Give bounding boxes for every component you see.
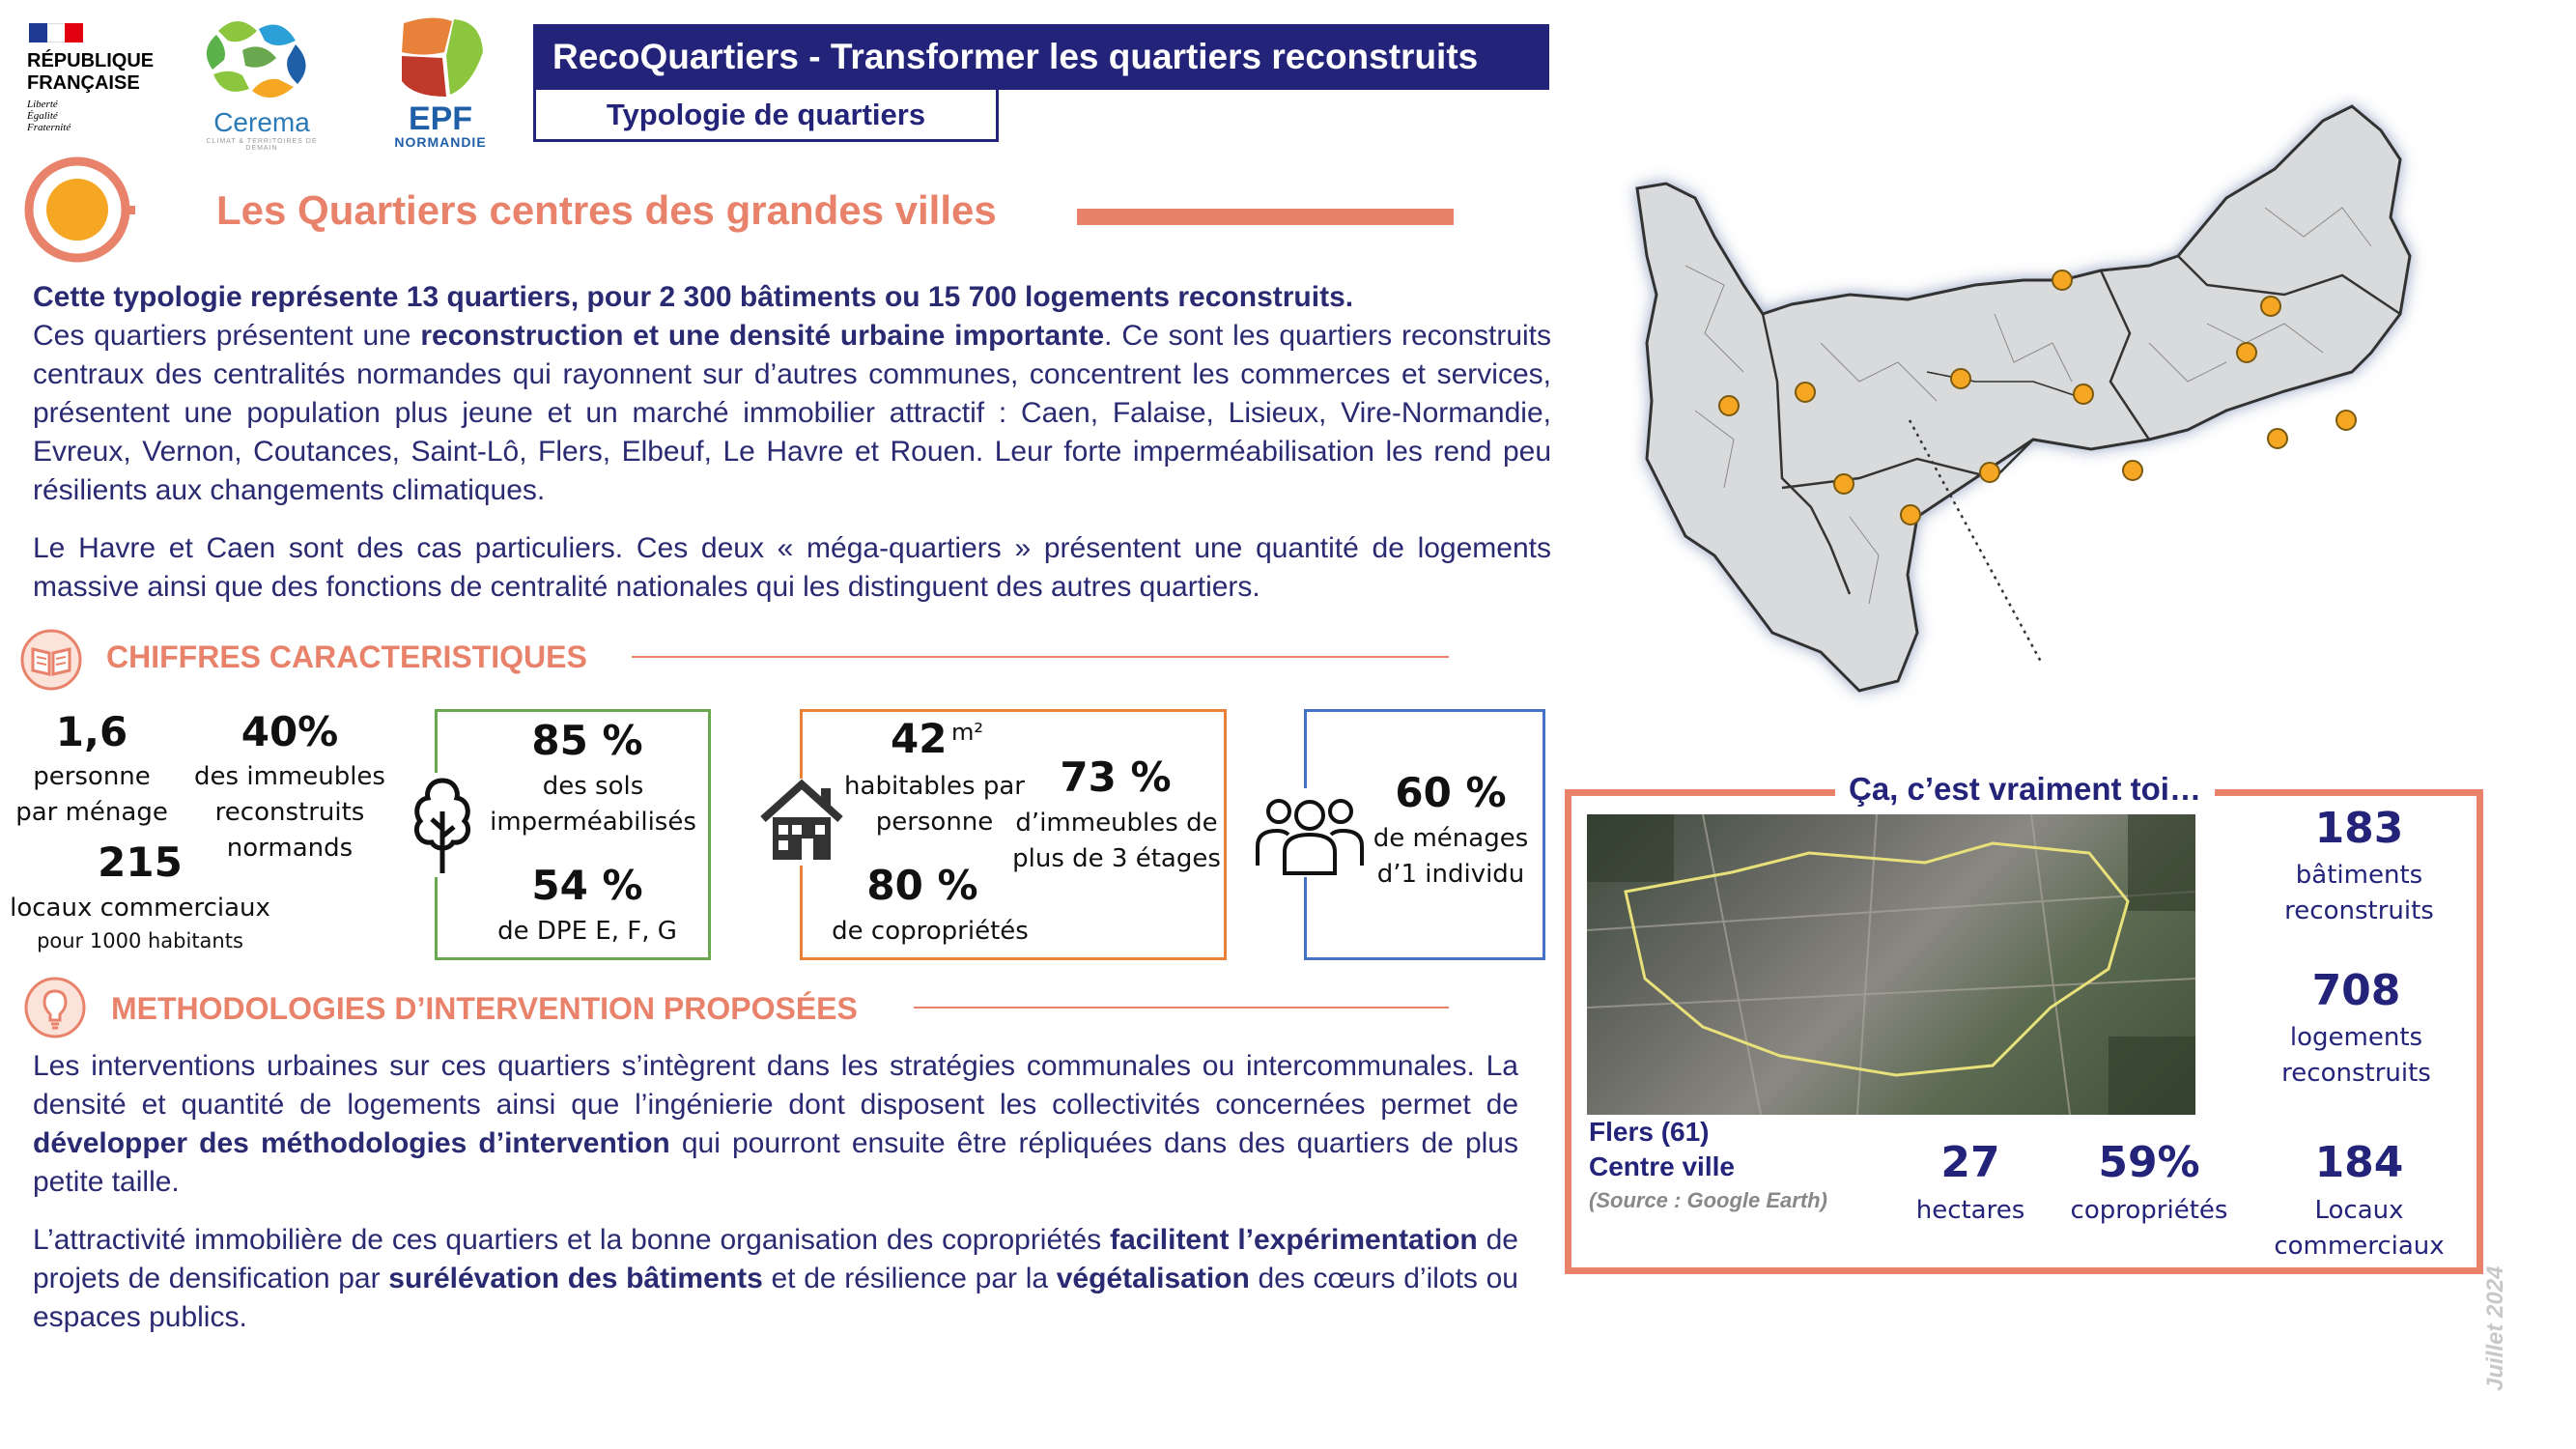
quartier-marker	[1796, 383, 1815, 402]
cerema-tagline: CLIMAT & TERRITOIRES DE DEMAIN	[206, 138, 318, 152]
methodo-divider	[914, 1007, 1449, 1009]
kpi-copro-value: 59%	[2098, 1138, 2200, 1187]
kpi-batiments-label: bâtiments reconstruits	[2284, 861, 2434, 925]
stat-persons-label: personne par ménage	[15, 762, 168, 827]
stat-immeubles-value: 40%	[241, 708, 339, 755]
chiffres-heading: CHIFFRES CARACTERISTIQUES	[106, 639, 587, 674]
quartier-marker	[1980, 463, 1999, 482]
methodo-text	[33, 1047, 1518, 1337]
epf-logo	[377, 14, 504, 150]
stat-menages-value: 60 %	[1395, 769, 1507, 816]
quartier-marker	[2336, 411, 2356, 430]
example-place: Flers (61)	[1589, 1117, 1710, 1147]
intro-text	[33, 278, 1551, 607]
title-underline	[1077, 209, 1454, 225]
stat-locaux-sublabel: pour 1000 habitants	[37, 929, 243, 952]
quartier-marker	[1901, 505, 1920, 525]
cerema-logo	[189, 12, 334, 152]
devise-fraternite: Fraternité	[27, 122, 71, 133]
example-source: (Source : Google Earth)	[1589, 1188, 1827, 1212]
chiffres-divider	[632, 656, 1449, 658]
stat-dpe-label: de DPE E, F, G	[497, 917, 677, 946]
republique-logo	[27, 23, 172, 149]
normandy-map	[1608, 92, 2574, 758]
epf-sub: NORMANDIE	[394, 134, 487, 150]
house-icon	[757, 779, 846, 866]
kpi-locaux-label: Locaux commerciaux	[2274, 1196, 2445, 1261]
aerial-photo-overlay	[1587, 814, 2195, 1115]
intro-lead: Cette typologie représente 13 quartiers, pour 2 300 bâtiments ou 15 700 logements reconstruits.	[33, 281, 1354, 313]
lightbulb-icon	[23, 976, 87, 1039]
quartier-marker	[1834, 474, 1854, 494]
epf-emblem-icon	[394, 14, 487, 97]
section-title: Les Quartiers centres des grandes villes	[216, 187, 997, 233]
intro-paragraph-1: Ces quartiers présentent une reconstruction et une densité urbaine importante. Ce sont les quartiers reconstruits centraux des centralités normandes qui rayonnent sur d’autres communes, concentrent les commerces et services, présentent une population plus jeune et un marché immobilier attractif : Caen, Falaise, Lisieux, Vire-Normandie, Evreux, Vernon, Coutances, Saint-Lô, Flers, Elbeuf, Le Havre et Rouen. Leur forte imperméabilisation les rend peu résilients aux changements climatiques.	[33, 320, 1552, 506]
stat-immeubles-label: des immeubles reconstruits normands	[194, 762, 385, 863]
kpi-batiments-value: 183	[2314, 804, 2404, 853]
intro-paragraph-2: Le Havre et Caen sont des cas particuliers. Ces deux « méga-quartiers » présentent une quantité de logements massive ainsi que des fonctions de centralité nationales qui les distinguent des autres quartiers.	[33, 532, 1551, 603]
example-heading: Ça, c’est vraiment toi…	[1835, 771, 2215, 808]
quartier-marker	[2261, 297, 2280, 316]
target-icon	[19, 155, 135, 265]
stat-persons-value: 1,6	[55, 708, 128, 755]
kpi-copro-label: copropriétés	[2070, 1196, 2228, 1225]
stat-menages-label: de ménages d’1 individu	[1373, 824, 1529, 889]
cerema-emblem-icon	[199, 12, 325, 108]
quartier-marker	[2074, 384, 2093, 404]
quartier-marker	[1951, 369, 1970, 388]
kpi-logements-value: 708	[2311, 966, 2401, 1015]
devise-egalite: Égalité	[27, 110, 58, 122]
publication-date: Juillet 2024	[2482, 1265, 2508, 1391]
stat-copro-label: de copropriétés	[832, 917, 1029, 946]
epf-name: EPF	[408, 100, 473, 137]
quartier-marker	[2237, 343, 2256, 362]
quartier-marker	[2052, 270, 2072, 290]
section-title-bar	[19, 155, 1458, 265]
republique-line2: FRANÇAISE	[27, 72, 140, 94]
quartier-marker	[1719, 396, 1739, 415]
stat-etages-label: d’immeubles de plus de 3 étages	[1012, 809, 1221, 873]
methodo-paragraph-1: Les interventions urbaines sur ces quartiers s’intègrent dans les stratégies communales ou intercommunales. La densité et quantité de logements ainsi que l’ingénierie dont disposent les collectivités concernées permet de développer des méthodologies d’intervention qui pourront ensuite être répliquées dans des quartiers de plus petite taille.	[33, 1050, 1518, 1198]
stat-locaux-label: locaux commerciaux	[10, 894, 270, 923]
page-title: RecoQuartiers - Transformer les quartiers reconstruits	[533, 24, 1549, 90]
stat-sols-label: des sols imperméabilisés	[490, 772, 696, 837]
stat-etages-value: 73 %	[1060, 753, 1172, 801]
stat-surface-value: 42 m²	[891, 715, 983, 762]
flag-icon	[29, 23, 83, 43]
book-icon	[19, 628, 83, 692]
page-subtitle: Typologie de quartiers	[533, 90, 999, 142]
stat-sols-value: 85 %	[531, 717, 643, 764]
devise-liberte: Liberté	[27, 99, 58, 110]
methodo-paragraph-2: L’attractivité immobilière de ces quartiers et la bonne organisation des copropriétés facilitent l’expérimentation de projets de densification par surélévation des bâtiments et de résilience par la végétalisation des cœurs d’ilots ou espaces publics.	[33, 1224, 1518, 1333]
kpi-locaux-value: 184	[2314, 1138, 2404, 1187]
stat-copro-value: 80 %	[866, 862, 978, 909]
tree-icon	[399, 773, 486, 877]
quartier-marker	[2268, 429, 2287, 448]
cerema-name: Cerema	[213, 107, 310, 137]
kpi-hectares-value: 27	[1940, 1138, 2000, 1187]
quartier-marker	[2123, 461, 2142, 480]
methodo-heading: METHODOLOGIES D’INTERVENTION PROPOSÉES	[111, 991, 858, 1026]
stat-locaux-value: 215	[98, 838, 183, 886]
republique-line1: RÉPUBLIQUE	[27, 50, 155, 71]
stat-surface-label: habitables par personne	[844, 772, 1025, 837]
district-outline	[1626, 843, 2128, 1075]
kpi-logements-label: logements reconstruits	[2281, 1023, 2431, 1088]
aerial-photo	[1587, 814, 2195, 1115]
people-icon	[1254, 788, 1366, 877]
region-outline	[1637, 106, 2410, 691]
stat-dpe-value: 54 %	[531, 862, 643, 909]
example-area: Centre ville	[1589, 1151, 1735, 1181]
kpi-hectares-label: hectares	[1915, 1196, 2025, 1225]
